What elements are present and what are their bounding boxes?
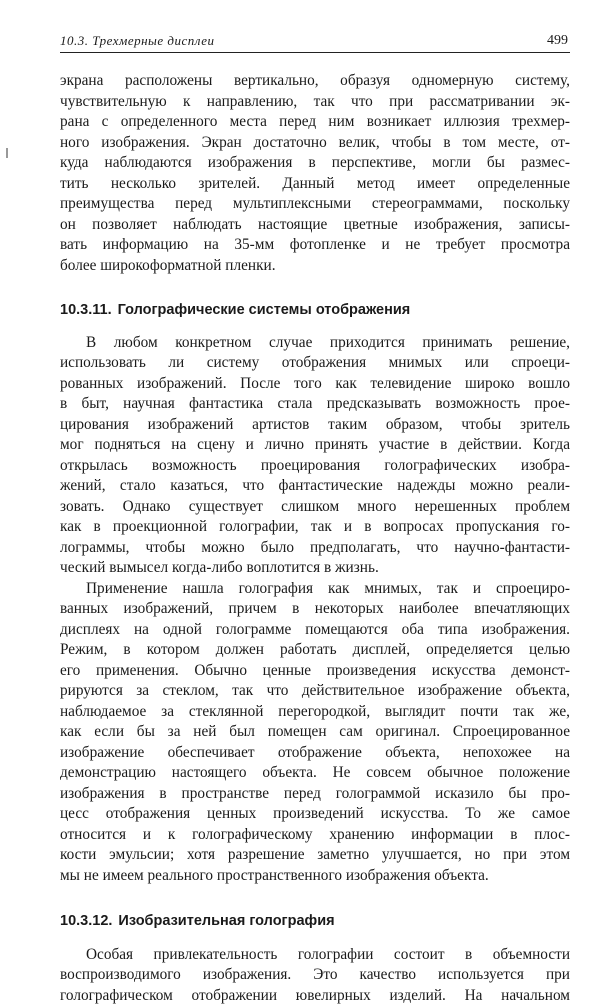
text-line: Режим, в котором должен работать дисплей, определяется целью: [60, 640, 570, 661]
text-line: дисплеях на одной голограмме помещаются оба типа изображения.: [60, 620, 570, 641]
text-line: мы не имеем реального пространственного изображения объекта.: [60, 866, 570, 887]
body-text: [60, 71, 570, 1006]
text-line: рана с определенного места перед ним возникает иллюзия трехмер-: [60, 112, 570, 133]
text-line: жений, стало казаться, что фантастические надежды можно реали-: [60, 476, 570, 497]
paragraph-1: [60, 71, 570, 276]
section-title: Голографические системы отображения: [118, 302, 411, 318]
section-heading-10-3-11: [60, 300, 570, 321]
text-line: тить несколько зрителей. Данный метод имеет определенные: [60, 174, 570, 195]
text-line: экрана расположены вертикально, образуя одномерную систему,: [60, 71, 570, 92]
text-line: голографическом отображении ювелирных изделий. На начальном: [60, 986, 570, 1006]
text-line: он позволяет наблюдать настоящие цветные изображения, записы-: [60, 215, 570, 236]
text-line: рируются за стеклом, так что действительное изображение объекта,: [60, 681, 570, 702]
text-line: рованных изображений. После того как телевидение широко вошло: [60, 374, 570, 395]
text-line: Особая привлекательность голографии состоит в объемности: [60, 945, 570, 966]
text-line: в быт, научная фантастика стала предсказывать возможность прое-: [60, 394, 570, 415]
section-title: Изобразительная голография: [118, 913, 334, 929]
text-line: зовать. Однако существует слишком много нерешенных проблем: [60, 497, 570, 518]
paragraph-2: [60, 333, 570, 579]
text-line: В любом конкретном случае приходится принимать решение,: [60, 333, 570, 354]
text-line: чувствительную к направлению, так что при рассматривании эк-: [60, 92, 570, 113]
paragraph-4: [60, 945, 570, 1006]
text-line: более широкоформатной пленки.: [60, 256, 570, 277]
text-line: воспроизводимого изображения. Это качество используется при: [60, 965, 570, 986]
text-line: изображение обеспечивает отображение объекта, непохожее на: [60, 743, 570, 764]
text-line: ческий вымысел когда-либо воплотится в жизнь.: [60, 558, 570, 579]
text-line: цирования изображений артистов таким образом, чтобы зритель: [60, 415, 570, 436]
section-number: 10.3.11.: [60, 302, 112, 318]
section-number: 10.3.12.: [60, 913, 112, 929]
text-line: кости эмульсии; хотя разрешение заметно улучшается, но при этом: [60, 845, 570, 866]
text-line: мог подняться на сцену и лично принять участие в действии. Когда: [60, 435, 570, 456]
text-line: ванных изображений, причем в некоторых наиболее впечатляющих: [60, 599, 570, 620]
text-line: цесс отображения ценных произведений искусства. То же самое: [60, 804, 570, 825]
text-line: Применение нашла голография как мнимых, так и спроециро-: [60, 579, 570, 600]
running-head: [60, 30, 570, 53]
text-line: лограммы, чтобы можно было предполагать, что научно-фантасти-: [60, 538, 570, 559]
text-line: относится и к голографическому хранению информации в плос-: [60, 825, 570, 846]
text-line: как в проекционной голографии, так и в вопросах пропускания го-: [60, 517, 570, 538]
book-page: [60, 30, 570, 1006]
text-line: как если бы за ней был помещен сам оригинал. Спроецированное: [60, 722, 570, 743]
text-line: его применения. Обычно ценные произведения искусства демонст-: [60, 661, 570, 682]
text-line: открылась возможность проецирования голографических изобра-: [60, 456, 570, 477]
text-line: использовать ли систему отображения мнимых или спроеци-: [60, 353, 570, 374]
text-line: ного изображения. Экран достаточно велик, чтобы в том месте, от-: [60, 133, 570, 154]
text-line: преимущества перед мультиплексными стереограммами, поскольку: [60, 194, 570, 215]
running-head-title: 10.3. Трехмерные дисплеи: [60, 33, 214, 49]
text-line: куда наблюдаются изображения в перспективе, могли бы размес-: [60, 153, 570, 174]
text-line: наблюдаемое за стеклянной перегородкой, выглядит почти так же,: [60, 702, 570, 723]
text-line: изображения в пространстве перед голограммой исказило бы про-: [60, 784, 570, 805]
text-line: вать информацию на 35-мм фотопленке и не требует просмотра: [60, 235, 570, 256]
paragraph-3: [60, 579, 570, 887]
section-heading-10-3-12: [60, 911, 570, 932]
text-line: демонстрацию настоящего объекта. Не совсем обычное положение: [60, 763, 570, 784]
page-number: 499: [547, 33, 568, 49]
margin-mark: [6, 148, 8, 158]
